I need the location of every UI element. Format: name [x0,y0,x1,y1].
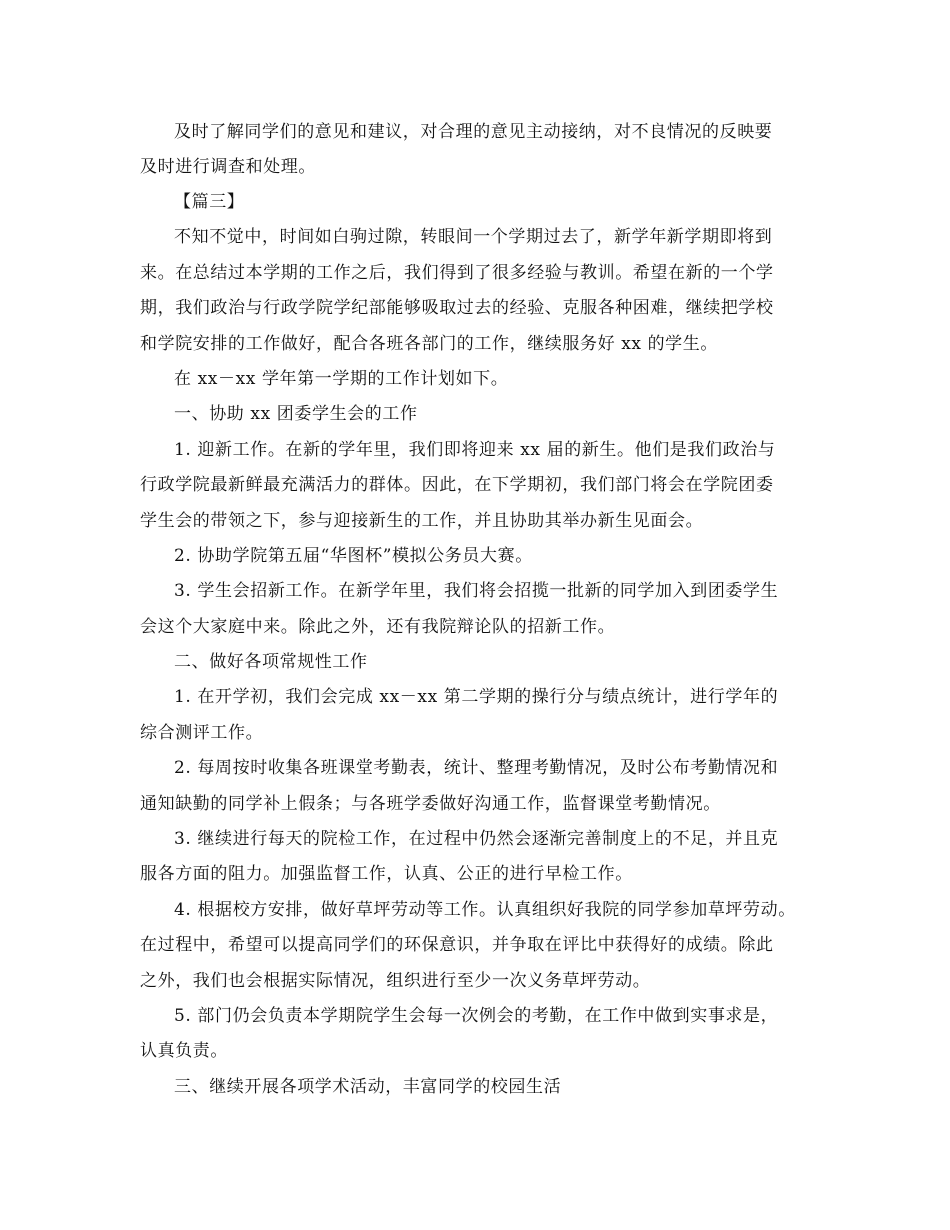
list-item: 2. 协助学院第五届“华图杯”模拟公务员大赛。 [174,546,533,566]
subheading: 二、做好各项常规性工作 [174,652,368,672]
subheading: 一、协助 xx 团委学生会的工作 [174,404,418,424]
list-item: 1. 在开学初，我们会完成 xx－xx 第二学期的操行分与绩点统计，进行学年的 [174,687,779,707]
paragraph-line: 服各方面的阻力。加强监督工作，认真、公正的进行早检工作。 [140,864,633,884]
paragraph-line: 认真负责。 [140,1041,228,1061]
paragraph-line: 和学院安排的工作做好，配合各班各部门的工作，继续服务好 xx 的学生。 [140,334,718,354]
list-item: 2. 每周按时收集各班课堂考勤表，统计、整理考勤情况，及时公布考勤情况和 [174,758,779,778]
section-heading: 【篇三】 [174,192,245,212]
paragraph-line: 在过程中，希望可以提高同学们的环保意识，并争取在评比中获得好的成绩。除此 [140,935,774,955]
paragraph-line: 及时了解同学们的意见和建议，对合理的意见主动接纳，对不良情况的反映要 [174,122,773,142]
paragraph-line: 综合测评工作。 [140,723,264,743]
paragraph-line: 会这个大家庭中来。除此之外，还有我院辩论队的招新工作。 [140,617,616,637]
list-item: 3. 学生会招新工作。在新学年里，我们将会招揽一批新的同学加入到团委学生 [174,581,779,601]
list-item: 4. 根据校方安排，做好草坪劳动等工作。认真组织好我院的同学参加草坪劳动。 [174,900,796,920]
list-item: 5. 部门仍会负责本学期院学生会每一次例会的考勤，在工作中做到实事求是， [174,1006,779,1026]
paragraph-line: 及时进行调查和处理。 [140,157,316,177]
paragraph-line: 来。在总结过本学期的工作之后，我们得到了很多经验与教训。希望在新的一个学 [140,263,774,283]
paragraph-line: 不知不觉中，时间如白驹过隙，转眼间一个学期过去了，新学年新学期即将到 [174,227,773,247]
paragraph-line: 期，我们政治与行政学院学纪部能够吸取过去的经验、克服各种困难，继续把学校 [140,298,774,318]
paragraph-line: 行政学院最新鲜最充满活力的群体。因此，在下学期初，我们部门将会在学院团委 [140,475,774,495]
paragraph-line: 学生会的带领之下，参与迎接新生的工作，并且协助其举办新生见面会。 [140,511,704,531]
list-item: 1. 迎新工作。在新的学年里，我们即将迎来 xx 届的新生。他们是我们政治与 [174,440,776,460]
paragraph-line: 在 xx－xx 学年第一学期的工作计划如下。 [174,369,509,389]
list-item: 3. 继续进行每天的院检工作，在过程中仍然会逐渐完善制度上的不足，并且克 [174,829,779,849]
subheading: 三、继续开展各项学术活动，丰富同学的校园生活 [174,1077,562,1097]
paragraph-line: 通知缺勤的同学补上假条；与各班学委做好沟通工作，监督课堂考勤情况。 [140,794,721,814]
paragraph-line: 之外，我们也会根据实际情况，组织进行至少一次义务草坪劳动。 [140,971,651,991]
